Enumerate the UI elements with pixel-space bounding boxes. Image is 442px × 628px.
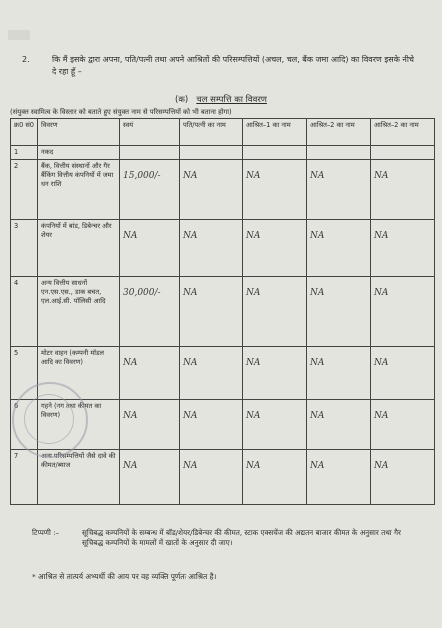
- row-number: 6: [11, 400, 38, 450]
- dependent-definition-note: * आश्रित से तात्पर्य अभ्यर्थी की आय पर वह व्यक्ति पूर्णतः आश्रित है।: [32, 572, 217, 581]
- header-description: विवरण: [38, 119, 120, 146]
- row-description: मोटर वाहन (कम्पनी मॉडल आदि का विवरण): [38, 347, 120, 400]
- footnote-text: सूचिबद्ध कम्पनियों के सम्बन्ध में बॉड/शेयर/डिबेन्चर की कीमत, स्टाक एक्सचेंज की अद्यतन बाजार कीमत के अनुसार तथा गैर सूचिबद्ध कम्पनियों के मामलों में खातों के अनुसार दी जाए।: [82, 528, 401, 547]
- row-description: कंपनियों में बांड, डिबेन्चर और शेयर: [38, 220, 120, 277]
- row-description: नकद: [38, 146, 120, 160]
- value-dependent-2: NA: [310, 411, 325, 421]
- intro-number: 2.: [22, 55, 30, 64]
- value-dependent-3: NA: [374, 288, 389, 298]
- row-description: अन्य वित्तीय साधनों एन.एस.एस., डाक बचत, एल.आई.सी. पॉलिसी आदि: [38, 277, 120, 347]
- intro-text: कि मैं इसके द्वारा अपना, पति/पत्नी तथा अपने आश्रितों की परिसम्पत्तियों (अचल, चल, बैंक जमा आदि) का विवरण इसके नीचे दे रहा हूँ –: [52, 55, 414, 76]
- row-number: 2: [11, 160, 38, 220]
- header-dependent-3: आश्रित–2 का नाम: [371, 119, 435, 146]
- value-self: NA: [123, 411, 138, 421]
- header-dependent-1: आश्रित–1 का नाम: [243, 119, 307, 146]
- section-letter: (क): [175, 95, 189, 105]
- row-number: 3: [11, 220, 38, 277]
- table-header-row: [11, 119, 435, 146]
- value-spouse: NA: [183, 231, 198, 241]
- header-spouse: पति/पत्नी का नाम: [180, 119, 243, 146]
- value-spouse: NA: [183, 171, 198, 181]
- value-spouse: NA: [183, 288, 198, 298]
- value-self: NA: [123, 461, 138, 471]
- scan-mark: [8, 30, 30, 40]
- table-row: [11, 220, 435, 277]
- value-self: 15,000/-: [123, 171, 161, 181]
- table-row: [11, 160, 435, 220]
- row-number: 5: [11, 347, 38, 400]
- value-dependent-3: NA: [374, 411, 389, 421]
- value-self: NA: [123, 231, 138, 241]
- value-spouse: NA: [183, 358, 198, 368]
- value-dependent-3: NA: [374, 358, 389, 368]
- value-self: NA: [123, 358, 138, 368]
- value-dependent-3: NA: [374, 231, 389, 241]
- header-serial: क्र0 सं0: [11, 119, 38, 146]
- table-row: [11, 450, 435, 505]
- value-dependent-1: NA: [246, 231, 261, 241]
- value-dependent-2: [307, 146, 371, 160]
- value-dependent-1: NA: [246, 171, 261, 181]
- row-number: 4: [11, 277, 38, 347]
- section-subnote: (संयुक्त स्वामित्व के विस्तार को बताते हुए संयुक्त नाम से परिसम्पत्तियों को भी बताना होगा): [10, 108, 232, 116]
- value-spouse: NA: [183, 411, 198, 421]
- value-dependent-1: NA: [246, 288, 261, 298]
- section-heading: [0, 94, 442, 105]
- value-spouse: [180, 146, 243, 160]
- value-dependent-1: NA: [246, 461, 261, 471]
- value-dependent-1: [243, 146, 307, 160]
- row-number: 7: [11, 450, 38, 505]
- value-dependent-1: NA: [246, 411, 261, 421]
- row-description: बैंक, वित्तीय संस्थानों और गैर बैंकिंग वित्तीय कंपनियों में जमा धन राशि: [38, 160, 120, 220]
- row-number: 1: [11, 146, 38, 160]
- value-dependent-2: NA: [310, 358, 325, 368]
- row-description: अन्य परिसम्पत्तियों जैसे दावे की कीमत/ब्याज: [38, 450, 120, 505]
- value-dependent-2: NA: [310, 461, 325, 471]
- value-dependent-3: NA: [374, 461, 389, 471]
- header-dependent-2: आश्रित–2 का नाम: [307, 119, 371, 146]
- value-dependent-1: NA: [246, 358, 261, 368]
- header-self: स्वयं: [120, 119, 180, 146]
- notary-stamp-icon: [12, 382, 88, 458]
- value-dependent-3: NA: [374, 171, 389, 181]
- notary-stamp-inner-ring: [24, 394, 74, 444]
- value-dependent-2: NA: [310, 288, 325, 298]
- table-row: [11, 277, 435, 347]
- value-self: [120, 146, 180, 160]
- value-dependent-3: [371, 146, 435, 160]
- section-title: चल सम्पत्ति का विवरण: [196, 95, 267, 105]
- value-dependent-2: NA: [310, 231, 325, 241]
- footnote-label: टिप्पणी :–: [32, 528, 60, 537]
- value-self: 30,000/-: [123, 288, 161, 298]
- table-row: [11, 146, 435, 160]
- value-dependent-2: NA: [310, 171, 325, 181]
- row-description: गहने (नग तथा कीमत का विवरण): [38, 400, 120, 450]
- value-spouse: NA: [183, 461, 198, 471]
